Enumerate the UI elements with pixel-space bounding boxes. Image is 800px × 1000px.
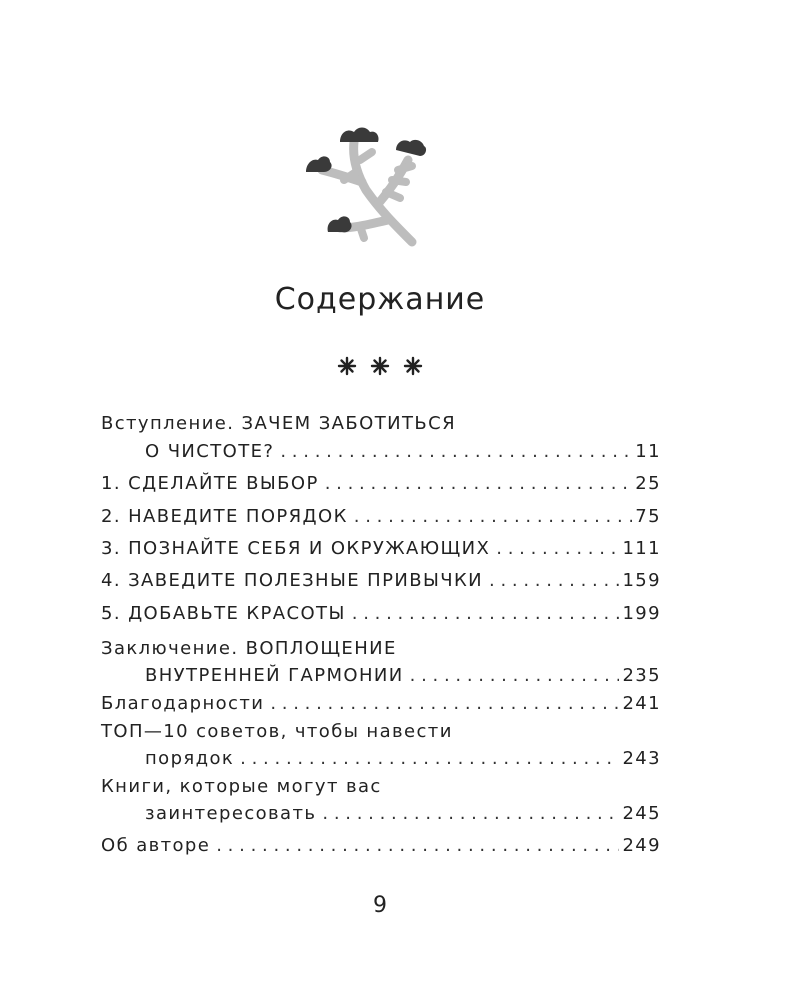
- toc-page-number: 243: [622, 748, 661, 769]
- dot-leader: [325, 470, 633, 497]
- toc-entry-title: 1. СДЕЛАЙТЕ ВЫБОР: [101, 473, 319, 494]
- dot-leader: [270, 690, 619, 717]
- asterisk-icon: [339, 358, 355, 374]
- dot-leader: [280, 438, 632, 465]
- dot-leader: [216, 832, 619, 859]
- dot-leader: [354, 503, 633, 530]
- toc-page-number: 235: [622, 665, 661, 686]
- toc-page-number: 159: [622, 570, 661, 591]
- dot-leader: [496, 535, 619, 562]
- dot-leader: [322, 800, 619, 827]
- asterisk-icon: [405, 358, 421, 374]
- toc-entry-title: 5. ДОБАВЬТЕ КРАСОТЫ: [101, 603, 346, 624]
- asterisk-icon: [372, 358, 388, 374]
- flower-sprig-icon: [300, 120, 440, 260]
- toc-page-number: 25: [635, 473, 661, 494]
- toc-entry-title-line: Вступление. ЗАЧЕМ ЗАБОТИТЬСЯ: [101, 413, 456, 434]
- toc-entry-title: Благодарности: [101, 693, 265, 714]
- dot-leader: [489, 567, 619, 594]
- toc-entry-title: порядок: [145, 748, 235, 769]
- toc-entry-title: 2. НАВЕДИТЕ ПОРЯДОК: [101, 506, 348, 527]
- toc-entry[interactable]: [101, 690, 661, 717]
- toc-page-number: 245: [622, 803, 661, 824]
- page-number: 9: [373, 893, 387, 918]
- toc-page-number: 11: [635, 441, 661, 462]
- toc-page-number: 199: [622, 603, 661, 624]
- toc-entry-title-line: Заключение. ВОПЛОЩЕНИЕ: [101, 638, 397, 659]
- toc-entry[interactable]: [101, 600, 661, 627]
- toc-entry-title: ВНУТРЕННЕЙ ГАРМОНИИ: [145, 665, 404, 686]
- toc-page-number: 241: [622, 693, 661, 714]
- asterisk-separator: [335, 354, 425, 378]
- toc-entry[interactable]: [145, 800, 661, 827]
- toc-entry[interactable]: [101, 535, 661, 562]
- toc-page-number: 111: [622, 538, 661, 559]
- toc-entry[interactable]: [101, 567, 661, 594]
- toc-entry[interactable]: [101, 470, 661, 497]
- toc-entry-title: 3. ПОЗНАЙТЕ СЕБЯ И ОКРУЖАЮЩИХ: [101, 538, 491, 559]
- toc-entry[interactable]: [101, 832, 661, 859]
- toc-entry[interactable]: [145, 745, 661, 772]
- toc-entry[interactable]: [101, 503, 661, 530]
- dot-leader: [410, 662, 620, 689]
- toc-page-number: 75: [635, 506, 661, 527]
- toc-page-number: 249: [622, 835, 661, 856]
- dot-leader: [352, 600, 620, 627]
- toc-entry-title: О ЧИСТОТЕ?: [145, 441, 275, 462]
- toc-entry-title-line: ТОП—10 советов, чтобы навести: [101, 721, 453, 742]
- toc-entry-title: 4. ЗАВЕДИТЕ ПОЛЕЗНЫЕ ПРИВЫЧКИ: [101, 570, 484, 591]
- toc-entry-title-line: Книги, которые могут вас: [101, 776, 382, 797]
- toc-entry-title: Об авторе: [101, 835, 211, 856]
- dot-leader: [240, 745, 619, 772]
- toc-entry[interactable]: [145, 438, 661, 465]
- page-title: Содержание: [274, 282, 486, 317]
- toc-entry[interactable]: [145, 662, 661, 689]
- toc-entry-title: заинтересовать: [145, 803, 317, 824]
